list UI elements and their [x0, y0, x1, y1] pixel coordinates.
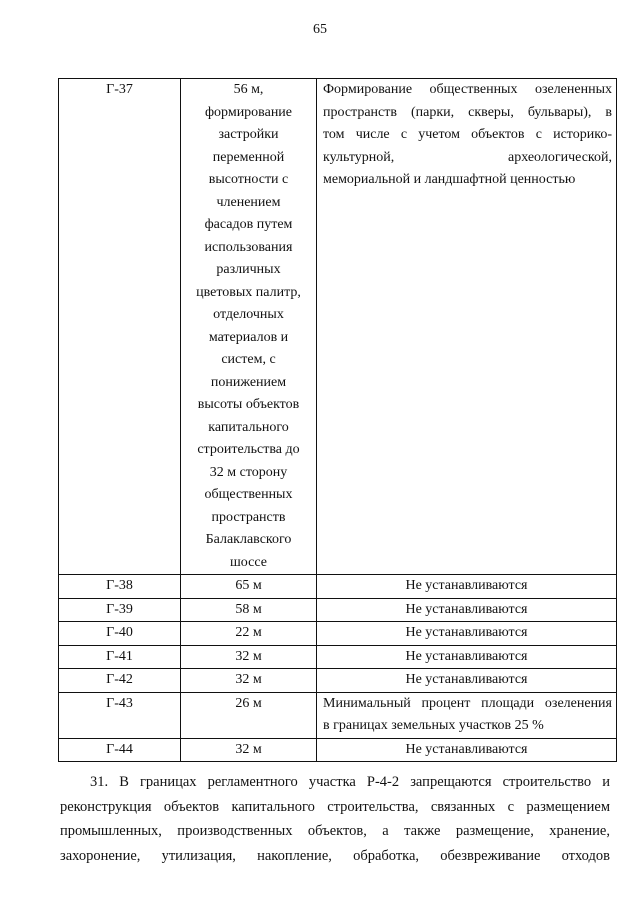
body-paragraph [60, 770, 610, 868]
paragraph-line: реконструкция объектов капитального строительства, связанных с размещением [60, 798, 610, 815]
height-line: общественных [204, 487, 293, 502]
requirement-line: культурной, археологической, [323, 149, 612, 165]
height-line: 56 м, [233, 82, 264, 97]
height-line: фасадов путем [204, 217, 293, 232]
height-line: строительства до [197, 442, 300, 457]
requirement-line: Формирование общественных озелененных [323, 82, 612, 97]
table-row [59, 692, 617, 738]
zone-code-cell: Г-41 [59, 645, 181, 669]
zone-code-cell: Г-40 [59, 622, 181, 646]
requirement-cell [317, 79, 617, 575]
zoning-table [58, 78, 617, 762]
zone-code-cell: Г-37 [59, 79, 181, 575]
height-line: шоссе [230, 554, 267, 570]
height-cell: 32 м [181, 738, 317, 762]
table-row [59, 598, 617, 622]
height-line: систем, с [221, 352, 276, 367]
height-line: различных [216, 262, 281, 277]
height-line: высотности с [208, 172, 289, 187]
table-row [59, 622, 617, 646]
requirement-cell: Не устанавливаются [317, 669, 617, 693]
height-line: пространств [211, 509, 286, 525]
height-line: формирование [204, 104, 293, 120]
zone-code-cell: Г-43 [59, 692, 181, 738]
paragraph-line: захоронение, утилизация, накопление, обработка, обезвреживание отходов [60, 847, 610, 864]
height-line: цветовых палитр, [196, 284, 301, 300]
height-line: Балаклавского [205, 532, 292, 547]
requirement-cell [317, 692, 617, 738]
requirement-cell: Не устанавливаются [317, 622, 617, 646]
height-line: капитального [208, 419, 289, 435]
requirement-cell: Не устанавливаются [317, 598, 617, 622]
height-cell: 65 м [181, 575, 317, 599]
table-row [59, 79, 617, 575]
requirement-line: том числе с учетом объектов с историко- [323, 127, 612, 142]
requirement-line: в границах земельных участков 25 % [323, 718, 544, 733]
requirement-cell: Не устанавливаются [317, 645, 617, 669]
table-row [59, 645, 617, 669]
paragraph-line: 31. В границах регламентного участка Р-4-2 запрещаются строительство и [90, 774, 610, 790]
height-cell: 22 м [181, 622, 317, 646]
table-row [59, 669, 617, 693]
zone-code-cell: Г-38 [59, 575, 181, 599]
height-cell: 26 м [181, 692, 317, 738]
requirement-line: Минимальный процент площади озеленения [323, 695, 612, 711]
height-line: материалов и [208, 329, 289, 345]
requirement-cell: Не устанавливаются [317, 575, 617, 599]
paragraph-line: промышленных, производственных объектов, а также размещение, хранение, [60, 823, 610, 839]
height-cell: 32 м [181, 645, 317, 669]
height-line: 32 м сторону [209, 464, 288, 480]
requirement-line: пространств (парки, скверы, бульвары), в [323, 104, 612, 120]
requirement-cell: Не устанавливаются [317, 738, 617, 762]
height-line: понижением [210, 374, 287, 390]
zone-code-cell: Г-44 [59, 738, 181, 762]
height-line: переменной [212, 149, 285, 165]
height-cell: 32 м [181, 669, 317, 693]
height-cell: 58 м [181, 598, 317, 622]
requirement-line: мемориальной и ландшафтной ценностью [323, 172, 576, 187]
height-line: членением [216, 194, 281, 210]
height-line: высоты объектов [197, 397, 300, 412]
zone-code-cell: Г-39 [59, 598, 181, 622]
zone-code-cell: Г-42 [59, 669, 181, 693]
table-row [59, 738, 617, 762]
height-line: использования [204, 239, 293, 255]
page-number: 65 [313, 22, 327, 37]
height-line: отделочных [213, 307, 284, 322]
height-cell [181, 79, 317, 575]
table-row [59, 575, 617, 599]
height-line: застройки [218, 127, 279, 142]
